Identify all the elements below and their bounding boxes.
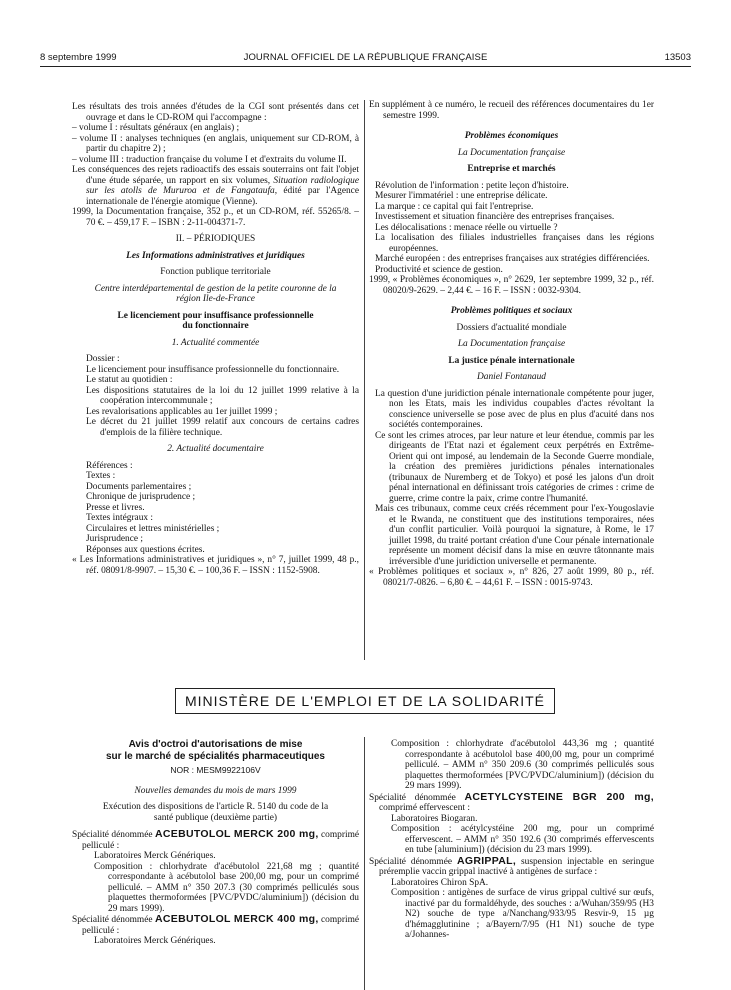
intro-paragraph: Les résultats des trois années d'études de la CGI sont présentés dans cet ouvrage et dans le CD-ROM qui l'accompagne : — [72, 102, 359, 123]
spec3-composition: Composition : acétylcystéine 200 mg, pour un comprimé effervescent. – AMM n° 350 192.6 (30 comprimés effervescents en tube [aluminium]) (décision du 23 mars 1999). — [391, 824, 654, 855]
publisher-2: La Documentation française — [457, 339, 566, 349]
right-column-bottom — [369, 739, 654, 941]
supplement-note: En supplément à ce numéro, le recueil des références documentaires du 1er semestre 1999. — [369, 100, 654, 121]
jurisprudence: Jurisprudence ; — [86, 534, 144, 544]
dossier-item: Le licenciement pour insuffisance professionnelle du fonctionnaire. — [86, 364, 340, 375]
contents-item-4: Investissement et situation financière des entreprises françaises. — [375, 212, 615, 222]
left-column-top — [72, 102, 359, 576]
dossiers-actualite: Dossiers d'actualité mondiale — [456, 322, 567, 333]
statut-label: Le statut au quotidien : — [86, 375, 173, 385]
nouvelles-demandes: Nouvelles demandes du mois de mars 1999 — [134, 785, 297, 796]
justice-paragraph-1: La question d'une juridiction pénale internationale compétente pour juger, non les Etats, mais les individus coupables d'actes révoltant la conscience universelle se pose avec de plus en plus d'acuité dans nos sociétés contemporaines. — [375, 388, 654, 430]
book-reference: 1999, la Documentation française, 352 p., et un CD-ROM, réf. 55265/8. – 70 €. – 459,17 F. – ISBN : 2-11-004371-7. — [72, 207, 359, 228]
presse-livres: Presse et livres. — [86, 502, 145, 513]
contents-item-2: Mesurer l'immatériel : une entreprise délicate. — [375, 191, 548, 201]
justice-heading: La justice pénale internationale — [448, 355, 575, 366]
ministry-banner: MINISTÈRE DE L'EMPLOI ET DE LA SOLIDARITÉ — [175, 688, 555, 714]
spec3-suffix: comprimé effervescent : — [379, 803, 470, 813]
column-divider-bottom — [364, 737, 365, 990]
rejets-text: Les conséquences des rejets radioactifs des essais souterrains ont fait l'objet d'une étude séparée, un rapport en six volumes, — [72, 165, 359, 186]
rejets-end: édité par l'Agence internationale de l'énergie atomique (Vienne). — [86, 186, 359, 207]
actualite-documentaire: 2. Actualité documentaire — [167, 444, 264, 454]
fonction-publique: Fonction publique territoriale — [160, 267, 271, 277]
periodical-reference: « Les Informations administratives et juridiques », n° 7, juillet 1999, 48 p., réf. 08091/8-9907. – 15,30 €. – 100,36 F. – ISSN : 1152-5908. — [72, 555, 359, 576]
execution-dispositions: Exécution des dispositions de l'article R. 5140 du code de la santé publique (deuxième partie) — [102, 802, 329, 823]
entreprise-heading: Entreprise et marchés — [467, 164, 556, 174]
avis-title-line-2: sur le marché de spécialités pharmaceutiques — [106, 750, 325, 762]
spec4-prefix: Spécialité dénommée — [369, 856, 453, 867]
contents-item-5: Les délocalisations : menace réelle ou virtuelle ? — [375, 222, 558, 233]
spec2-suffix: comprimé pelliculé : — [82, 915, 360, 936]
spec1-composition: Composition : chlorhydrate d'acébutolol 221,68 mg ; quantité correspondante à acébutolol base 200,00 mg, pour un comprimé pelliculé. – AMM n° 350 207.3 (30 comprimés pelliculés sous plaquettes thermoformées [PVC/PVDC/aluminium]) (décision du 29 mars 1999). — [94, 861, 359, 914]
contents-item-7: Marché européen : des entreprises françaises aux stratégies différenciées. — [375, 254, 650, 264]
spec2-name: ACEBUTOLOL MERCK 400 mg, — [155, 913, 319, 925]
spec2-laboratory: Laboratoires Merck Génériques. — [94, 936, 216, 946]
column-divider-top — [364, 100, 365, 660]
contents-item-1: Révolution de l'information : petite leçon d'histoire. — [375, 180, 569, 191]
publisher-1: La Documentation française — [457, 147, 566, 158]
docs-parlementaires: Documents parlementaires ; — [86, 481, 192, 492]
header-page-number: 13503 — [664, 52, 691, 63]
left-column-bottom — [72, 739, 359, 947]
textes-integraux: Textes intégraux : — [86, 513, 154, 523]
justice-paragraph-2: Ce sont les crimes atroces, par leur nature et leur étendue, commis par les dirigeants de l'Etat nazi et également ceux perpétrés en Extrême-Orient qui ont imposé, au lendemain de la Seconde Guerre mondiale, la création des premières juridictions pénales internationales (tribunaux de Nuremberg et de Tokyo) et posé les jalons d'un droit pénal international en définissant trois catégories de crimes : crime de guerre, crime contre la paix, crime contre l'humanité. — [375, 430, 654, 504]
spec4-composition: Composition : antigènes de surface de virus grippal cultivé sur œufs, inactivé par du formaldéhyde, des souches : a/Wuhan/359/95 (H3 N2) souche de type a/Nanchang/933/95 Resvir-9, 15 µg d'hémagglutinine ; a/Bayern/7/95 (H1 N1) souche de type a/Johannes- — [391, 888, 654, 940]
spec2-prefix: Spécialité dénommée — [72, 915, 153, 925]
contents-item-8: Productivité et science de gestion. — [375, 264, 503, 275]
dossier-label: Dossier : — [86, 354, 120, 364]
statut-item-2: Les revalorisations applicables au 1er juillet 1999 ; — [86, 406, 278, 417]
contents-item-6: La localisation des filiales industrielles françaises dans les régions européennes. — [375, 233, 654, 254]
spec1-prefix: Spécialité dénommée — [72, 830, 153, 840]
spec1-name: ACEBUTOLOL MERCK 200 mg, — [155, 828, 319, 840]
references-label: Références : — [86, 460, 133, 471]
right-column-top — [369, 100, 654, 588]
spec1-suffix: comprimé pelliculé : — [82, 830, 360, 851]
spec3-name: ACETYLCYSTEINE BGR 200 mg, — [464, 790, 654, 803]
chronique-jurisprudence: Chronique de jurisprudence ; — [86, 492, 196, 502]
specialite-agrippal — [369, 856, 654, 878]
justice-paragraph-3: Mais ces tribunaux, comme ceux créés récemment pour l'ex-Yougoslavie et le Rwanda, ne constituent que des institutions temporaires, nées d'un conflit particulier. Voilà pourquoi la signature, à Rome, le 17 juillet 1998, du traité portant création d'une Cour pénale internationale représente un moment décisif dans la mise en œuvre tâtonnante mais irréversible d'une juridiction universelle et permanente. — [375, 504, 654, 567]
nor-reference: NOR : MESM9922106V — [170, 765, 261, 775]
spec4-laboratory: Laboratoires Chiron SpA. — [391, 877, 489, 888]
rejets-paragraph — [72, 165, 359, 207]
actualite-commentee: 1. Actualité commentée — [171, 337, 260, 348]
specialite-acebutolol-400 — [72, 914, 359, 936]
statut-item-3: Le décret du 21 juillet 1999 relatif aux concours de certains cadres d'emplois de la filière technique. — [86, 417, 359, 438]
spec3-laboratory: Laboratoires Biogaran. — [391, 813, 478, 824]
specialite-acebutolol-200 — [72, 829, 359, 851]
section-heading: II. – PÉRIODIQUES — [175, 234, 256, 244]
licenciement-heading: Le licenciement pour insuffisance professionnelle du fonctionnaire — [117, 310, 314, 331]
header-title: JOURNAL OFFICIEL DE LA RÉPUBLIQUE FRANÇAISE — [243, 52, 488, 63]
statut-item-1: Les dispositions statutaires de la loi du 12 juillet 1999 relative à la coopération intercommunale ; — [86, 385, 359, 406]
spec1-laboratory: Laboratoires Merck Génériques. — [94, 851, 216, 861]
volume-1: – volume I : résultats généraux (en anglais) ; — [72, 123, 240, 133]
circulaires: Circulaires et lettres ministérielles ; — [86, 523, 220, 534]
textes-label: Textes : — [86, 471, 116, 481]
volume-2: – volume II : analyses techniques (en anglais, uniquement sur CD-ROM, à partir du chapitre 2) ; — [72, 133, 359, 154]
periodical-title: Les Informations administratives et juridiques — [126, 250, 305, 261]
page-header — [40, 52, 691, 70]
economiques-reference: 1999, « Problèmes économiques », n° 2629, 1er septembre 1999, 32 p., réf. 08020/9-2629. – 2,44 €. – 16 F. – ISSN : 0032-9304. — [369, 275, 654, 296]
avis-title-line-1: Avis d'octroi d'autorisations de mise — [128, 739, 303, 750]
spec2-composition: Composition : chlorhydrate d'acébutolol 443,36 mg ; quantité correspondante à acébutolol base 400,00 mg, pour un comprimé pelliculé. – AMM n° 350 209.6 (30 comprimés pelliculés sous plaquettes thermoformées [PVC/PVDC/aluminium]) (décision du 29 mars 1999). — [391, 739, 654, 791]
problemes-economiques-title: Problèmes économiques — [464, 131, 559, 141]
spec4-suffix: suspension injectable en seringue préremplie vaccin grippal inactivé à antigènes de surface : — [379, 856, 654, 877]
centre-gestion: Centre interdépartemental de gestion de la petite couronne de la région Ile-de-France — [94, 283, 337, 304]
header-rule — [40, 66, 691, 67]
spec3-prefix: Spécialité dénommée — [369, 792, 456, 803]
rejets-report-title: Situation radiologique sur les atolls de Mururoa et de Fangataufa, — [86, 175, 360, 196]
problemes-politiques-title: Problèmes politiques et sociaux — [450, 306, 573, 316]
spec4-name: AGRIPPAL, — [456, 854, 517, 867]
header-date: 8 septembre 1999 — [40, 52, 117, 63]
politiques-reference: « Problèmes politiques et sociaux », n° 826, 27 août 1999, 80 p., réf. 08021/7-0826. – 6,80 €. – 44,61 F. – ISSN : 0015-9743. — [369, 567, 654, 588]
reponses-questions: Réponses aux questions écrites. — [86, 544, 205, 555]
specialite-acetylcysteine — [369, 792, 654, 814]
author-name: Daniel Fontanaud — [476, 372, 546, 382]
contents-item-3: La marque : ce capital qui fait l'entreprise. — [375, 201, 534, 212]
volume-3: – volume III : traduction française du volume I et d'extraits du volume II. — [72, 154, 347, 165]
